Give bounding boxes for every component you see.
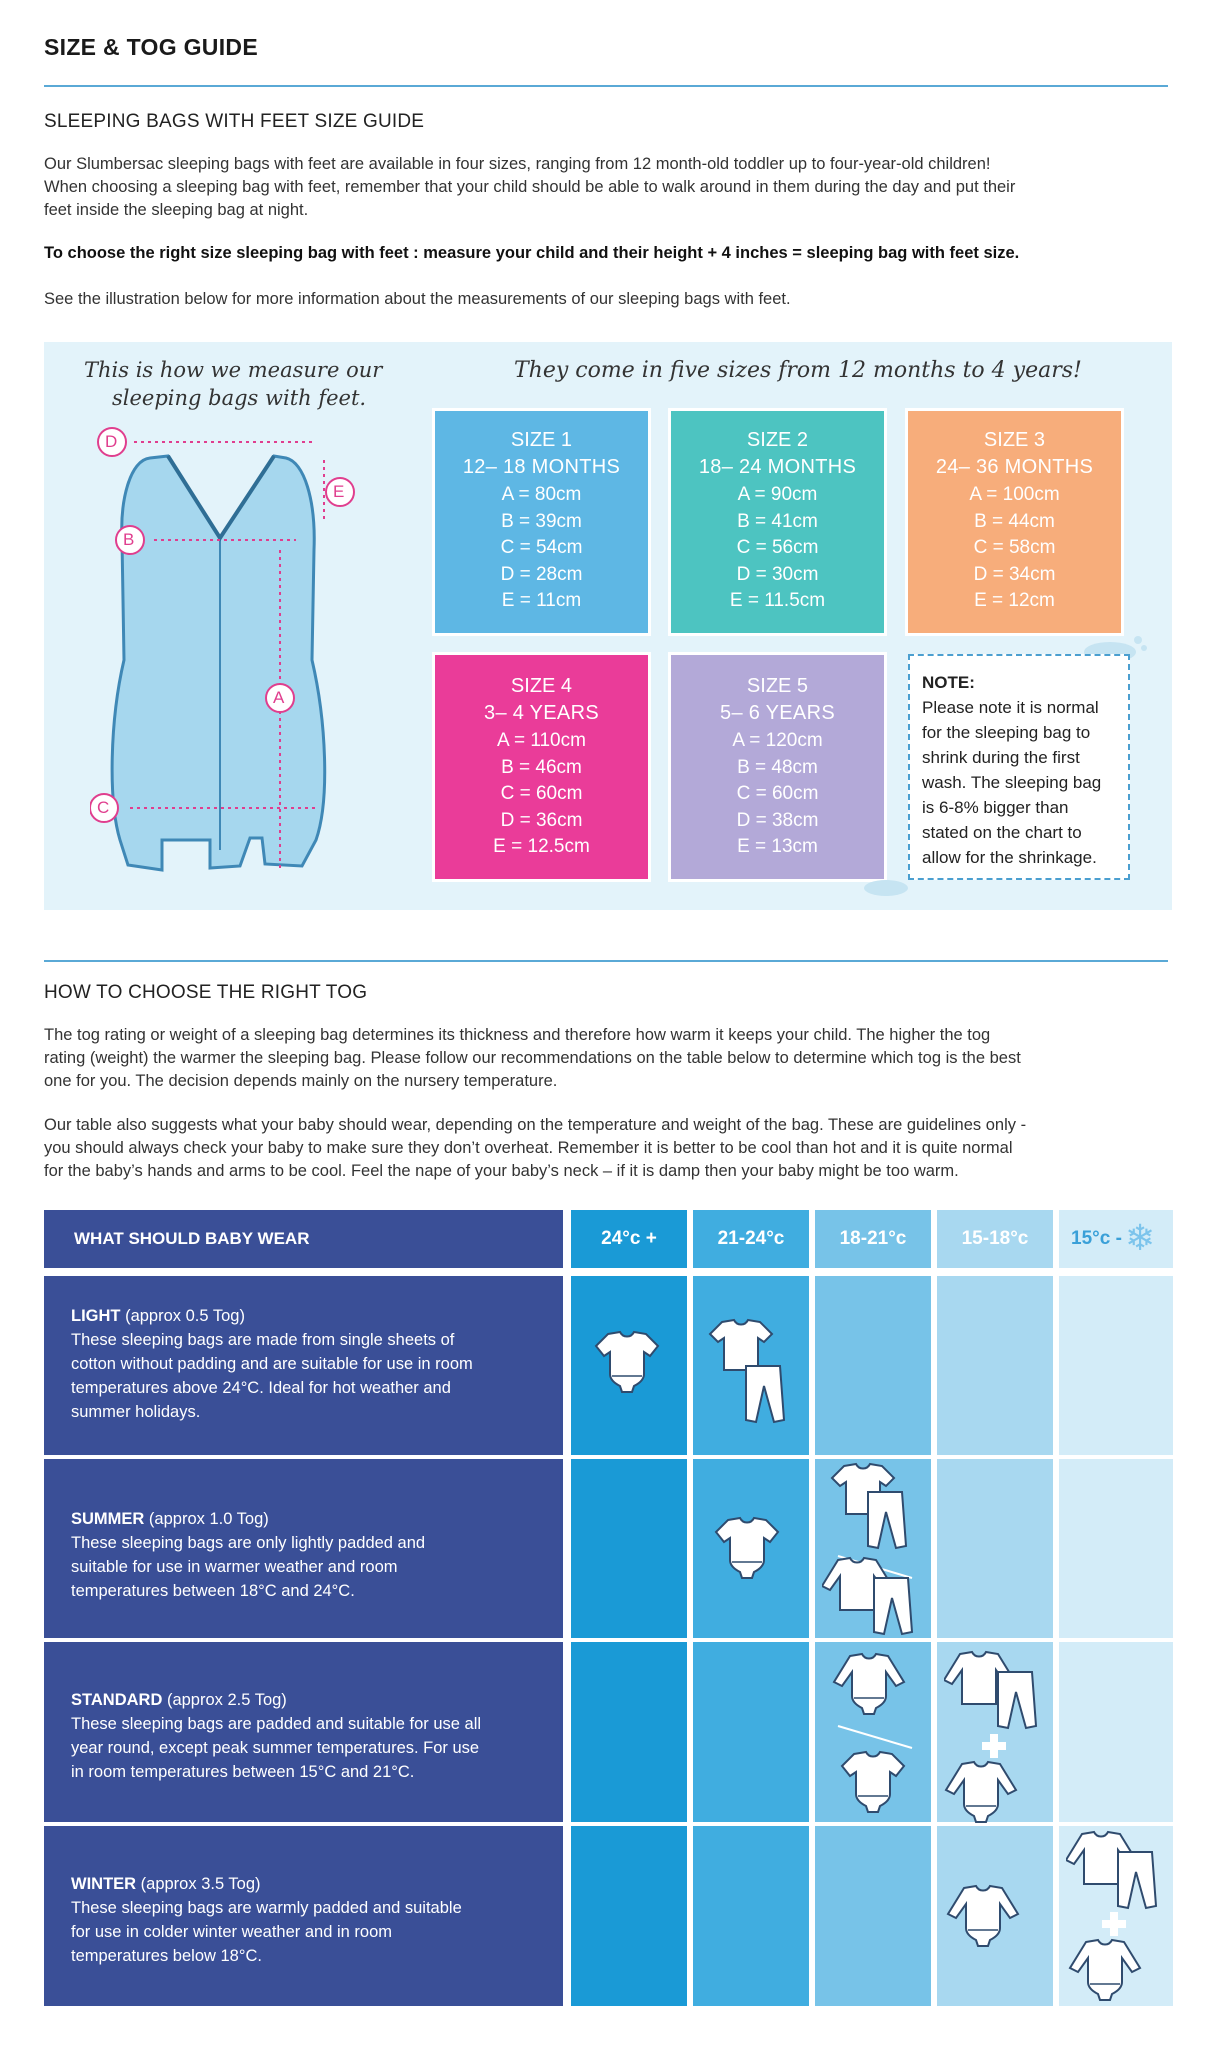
label-d: D [105,432,118,451]
note-line: allow for the shrinkage. [922,848,1097,867]
bodysuit-short-sleeve-icon [590,1330,666,1396]
row-title: WINTER [71,1875,137,1893]
size-a: A = 80cm [501,484,582,505]
size-name: SIZE 5 [746,675,809,697]
size-a: A = 120cm [732,730,823,751]
measure-note [84,356,414,412]
row-title: STANDARD [71,1691,163,1709]
size-age: 3– 4 YEARS [484,701,599,724]
size-card-2 [668,408,887,636]
tog-line: Our table also suggests what your baby should wear, depending on the temperature and weight of the bag. These are guidelines only - [44,1116,1027,1134]
note-line: wash. The sleeping bag [922,773,1102,792]
trousers-icon [740,1364,788,1426]
size-b: B = 44cm [974,510,1055,532]
size-age: 18– 24 MONTHS [698,455,857,478]
size-age: 24– 36 MONTHS [935,455,1094,478]
row-line: temperatures below 18°C. [71,1947,262,1965]
note-line: shrink during the first [922,748,1080,767]
row-line: These sleeping bags are warmly padded and suitable [71,1899,462,1917]
row-tog: (approx 0.5 Tog) [120,1307,245,1325]
size-d: D = 36cm [500,809,583,831]
size-b: B = 41cm [737,510,818,532]
size-c: C = 60cm [736,783,819,804]
note-line: is 6-8% bigger than [922,798,1069,817]
row-line: cotton without padding and are suitable for use in room [71,1355,473,1373]
row-tog: (approx 1.0 Tog) [144,1510,269,1528]
size-age: 5– 6 YEARS [720,701,835,724]
bodysuit-short-sleeve-icon [710,1516,786,1582]
label-a: A [273,688,285,707]
row-text [71,1304,571,1424]
row-line: temperatures above 24°C. Ideal for hot weather and [71,1379,451,1397]
size-e: E = 12cm [974,590,1055,611]
size-e: E = 11cm [501,590,582,611]
row-line: These sleeping bags are padded and suitable for use all [71,1715,482,1733]
trousers-icon [992,1670,1040,1732]
temp-header-24-plus: 24°c + [571,1210,687,1268]
tog-row-light [44,1276,563,1455]
row-line: suitable for use in warmer weather and room [71,1558,398,1576]
row-line: summer holidays. [71,1403,201,1421]
row-separator [563,1638,1173,1642]
size-a: A = 100cm [969,484,1060,505]
trousers-icon [862,1490,910,1552]
table-corner-header: WHAT SHOULD BABY WEAR [44,1210,563,1268]
measure-note-line: This is how we measure our [84,358,383,382]
bodysuit-short-sleeve-icon [836,1750,912,1816]
or-divider-icon [836,1722,916,1752]
tog-paragraph-1 [44,1024,1174,1093]
size-a: A = 110cm [497,730,586,751]
bodysuit-long-sleeve-icon [1068,1938,1144,2004]
tog-line: one for you. The decision depends mainly on the nursery temperature. [44,1072,558,1090]
tog-line: rating (weight) the warmer the sleeping bag. Please follow our recommendations on the table below to determine which tog is the best [44,1049,1021,1067]
row-text [71,1688,571,1784]
note-line: Please note it is normal [922,698,1099,717]
row-text [71,1872,571,1968]
temp-header-21-24: 21-24°c [693,1210,809,1268]
tog-row-winter [44,1826,563,2006]
temp-header-label: 15°c - [1071,1228,1122,1249]
snowflake-icon: ❄ [1125,1217,1156,1258]
temp-header-15-18: 15-18°c [937,1210,1053,1268]
tog-line: you should always check your baby to make sure they don’t overheat. Remember it is better to be cool than hot and it is quite normal [44,1139,1013,1157]
trousers-icon [868,1576,916,1638]
sizes-note: They come in five sizes from 12 months to 4 years! [514,358,1082,383]
size-c: C = 60cm [500,783,583,804]
row-line: year round, except peak summer temperatures. For use [71,1739,480,1757]
size-c: C = 54cm [500,537,583,558]
size-c: C = 56cm [736,537,819,558]
size-b: B = 48cm [737,756,818,778]
row-line: These sleeping bags are made from single sheets of [71,1331,455,1349]
size-card-5 [668,652,887,882]
size-d: D = 38cm [736,809,819,831]
note-line: stated on the chart to [922,823,1082,842]
tog-row-standard [44,1642,563,1822]
size-e: E = 12.5cm [493,836,590,857]
size-e: E = 13cm [737,836,818,857]
row-line: temperatures between 18°C and 24°C. [71,1582,355,1600]
size-d: D = 30cm [736,563,819,585]
plus-icon [1102,1912,1126,1936]
tog-divider [44,960,1168,962]
size-card-4 [432,652,651,882]
size-card-3 [905,408,1124,636]
measure-note-line: sleeping bags with feet. [112,386,367,410]
bodysuit-long-sleeve-icon [944,1760,1020,1826]
row-separator [563,1455,1173,1459]
row-separator [563,1822,1173,1826]
size-name: SIZE 3 [983,429,1046,451]
bodysuit-long-sleeve-icon [832,1652,908,1718]
size-d: D = 28cm [500,563,583,585]
intro-line: feet inside the sleeping bag at night. [44,201,309,219]
intro-line: Our Slumbersac sleeping bags with feet are available in four sizes, ranging from 12 month-old toddler up to four-year-old children! [44,155,991,173]
tog-heading: HOW TO CHOOSE THE RIGHT TOG [44,982,368,1003]
row-line: These sleeping bags are only lightly padded and [71,1534,426,1552]
row-line: in room temperatures between 15°C and 21°C. [71,1763,415,1781]
label-c: C [97,798,110,817]
size-b: B = 39cm [501,510,582,532]
size-guide-heading: SLEEPING BAGS WITH FEET SIZE GUIDE [44,111,425,132]
size-b: B = 46cm [501,756,582,778]
row-tog: (approx 3.5 Tog) [136,1875,261,1893]
size-a: A = 90cm [737,484,818,505]
see-illustration-text: See the illustration below for more information about the measurements of our sleeping bags with feet. [44,290,791,308]
size-guide-intro [44,153,1174,222]
tog-row-summer [44,1459,563,1638]
label-b: B [123,530,135,549]
size-name: SIZE 2 [746,429,809,451]
title-divider [44,85,1168,87]
temp-header-15-minus [1059,1210,1173,1268]
tog-paragraph-2 [44,1114,1174,1183]
trousers-icon [1112,1850,1160,1912]
tog-line: The tog rating or weight of a sleeping bag determines its thickness and therefore how warm it keeps your child. The higher the tog [44,1026,991,1044]
size-name: SIZE 4 [510,675,573,697]
row-line: for use in colder winter weather and in room [71,1923,392,1941]
label-e: E [333,482,345,501]
size-d: D = 34cm [973,563,1056,585]
plus-icon [982,1734,1006,1758]
temp-header-18-21: 18-21°c [815,1210,931,1268]
size-name: SIZE 1 [510,429,573,451]
size-rule-text: To choose the right size sleeping bag with feet : measure your child and their height + 4 inches = sleeping bag with feet size. [44,244,1020,262]
bodysuit-long-sleeve-icon [946,1884,1022,1950]
shrinkage-note [908,654,1130,880]
size-card-1 [432,408,651,636]
row-title: SUMMER [71,1510,145,1528]
sleeping-bag-illustration [90,420,380,890]
intro-line: When choosing a sleeping bag with feet, remember that your child should be able to walk around in them during the day and put their [44,178,1016,196]
note-title: NOTE: [922,673,975,692]
size-e: E = 11.5cm [729,590,826,611]
tog-line: for the baby’s hands and arms to be cool. Feel the nape of your baby’s neck – if it is damp then your baby might be too warm. [44,1162,959,1180]
size-age: 12– 18 MONTHS [462,455,621,478]
page-title: SIZE & TOG GUIDE [44,34,258,60]
row-text [71,1507,571,1603]
row-tog: (approx 2.5 Tog) [162,1691,287,1709]
row-title: LIGHT [71,1307,121,1325]
note-line: for the sleeping bag to [922,723,1091,742]
size-c: C = 58cm [973,537,1056,558]
